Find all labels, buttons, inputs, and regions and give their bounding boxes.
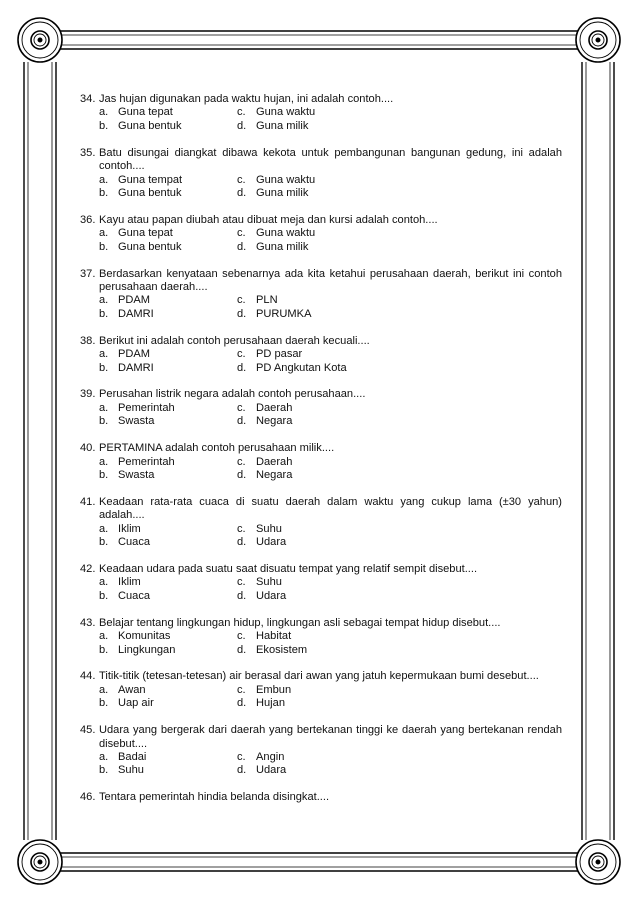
answer-option xyxy=(99,227,237,240)
option-text: Angin xyxy=(256,750,285,763)
question-stem xyxy=(80,496,562,523)
question-text: Jas hujan digunakan pada waktu hujan, ini adalah contoh.... xyxy=(99,93,394,105)
option-letter: c. xyxy=(237,522,246,535)
option-text: Udara xyxy=(256,589,287,602)
option-letter: c. xyxy=(237,750,246,763)
question-text: Berdasarkan kenyataan sebenarnya ada kita ketahui perusahaan daerah, berikut ini contoh perusahaan daerah.... xyxy=(99,267,562,293)
answer-option xyxy=(237,308,311,321)
corner-ornament-bottom-left xyxy=(18,840,62,884)
option-text: Negara xyxy=(256,468,293,481)
option-letter: d. xyxy=(237,361,247,374)
option-row xyxy=(80,415,562,428)
answer-option xyxy=(237,630,291,643)
answer-option xyxy=(99,590,237,603)
option-text: Iklim xyxy=(118,522,141,535)
option-letter: a. xyxy=(99,522,109,535)
option-text: Badai xyxy=(118,750,147,763)
answer-option xyxy=(237,456,292,469)
option-text: Pemerintah xyxy=(118,401,175,414)
option-text: Hujan xyxy=(256,697,285,710)
option-letter: a. xyxy=(99,106,109,119)
option-text: Uap air xyxy=(118,697,154,710)
option-text: Guna milik xyxy=(256,186,309,199)
answer-option xyxy=(99,456,237,469)
option-text: PDAM xyxy=(118,348,151,361)
option-letter: c. xyxy=(237,630,246,643)
answer-option xyxy=(237,227,315,240)
answer-option xyxy=(237,415,292,428)
option-letter: b. xyxy=(99,361,109,374)
option-row xyxy=(80,241,562,254)
answer-option xyxy=(99,576,237,589)
option-text: Komunitas xyxy=(118,630,171,643)
option-letter: b. xyxy=(99,643,109,656)
question-item xyxy=(80,214,562,254)
option-letter: b. xyxy=(99,589,109,602)
question-number: 43. xyxy=(80,616,96,629)
answer-option xyxy=(99,684,237,697)
option-letter: d. xyxy=(237,643,247,656)
question-stem xyxy=(80,93,562,106)
question-text: Batu disungai diangkat dibawa kekota untuk pembangunan bangunan gedung, ini adalah contoh.... xyxy=(99,146,562,173)
answer-option xyxy=(99,402,237,415)
question-list xyxy=(80,93,562,818)
option-letter: c. xyxy=(237,576,246,589)
question-number: 35. xyxy=(80,146,96,159)
question-item xyxy=(80,617,562,657)
option-letter: c. xyxy=(237,455,246,468)
option-text: PLN xyxy=(256,294,278,307)
answer-option xyxy=(99,630,237,643)
question-item xyxy=(80,335,562,375)
option-row xyxy=(80,187,562,200)
option-letter: b. xyxy=(99,307,109,320)
option-text: Iklim xyxy=(118,576,141,589)
answer-option xyxy=(237,348,302,361)
question-number: 41. xyxy=(80,495,96,508)
option-letter: b. xyxy=(99,119,109,132)
question-item xyxy=(80,93,562,133)
question-text: Kayu atau papan diubah atau dibuat meja dan kursi adalah contoh.... xyxy=(99,213,438,226)
option-letter: d. xyxy=(237,536,247,549)
question-text: Perusahan listrik negara adalah contoh perusahaan.... xyxy=(99,388,366,401)
question-number: 37. xyxy=(80,267,96,280)
option-letter: d. xyxy=(237,240,247,253)
option-text: Udara xyxy=(256,764,287,777)
option-row xyxy=(80,362,562,375)
option-row xyxy=(80,294,562,307)
question-text: Berikut ini adalah contoh perusahaan daerah kecuali.... xyxy=(99,334,370,347)
question-item xyxy=(80,268,562,322)
corner-ornament-top-left xyxy=(18,18,62,62)
question-text: Keadaan udara pada suatu saat disuatu tempat yang relatif sempit disebut.... xyxy=(99,562,478,575)
answer-option xyxy=(99,697,237,710)
answer-option xyxy=(99,294,237,307)
answer-option xyxy=(237,106,315,119)
option-row xyxy=(80,751,562,764)
question-number: 45. xyxy=(80,724,96,737)
option-row xyxy=(80,630,562,643)
option-text: Cuaca xyxy=(118,589,151,602)
option-row xyxy=(80,456,562,469)
option-text: Udara xyxy=(256,536,287,549)
question-stem xyxy=(80,388,562,401)
answer-option xyxy=(99,415,237,428)
option-letter: b. xyxy=(99,468,109,481)
option-letter: a. xyxy=(99,348,109,361)
option-letter: c. xyxy=(237,227,246,240)
option-text: DAMRI xyxy=(118,307,154,320)
option-row xyxy=(80,469,562,482)
option-letter: b. xyxy=(99,240,109,253)
option-row xyxy=(80,227,562,240)
question-number: 42. xyxy=(80,562,96,575)
answer-option xyxy=(99,523,237,536)
question-item xyxy=(80,670,562,710)
answer-option xyxy=(237,469,292,482)
option-letter: a. xyxy=(99,576,109,589)
answer-option xyxy=(99,751,237,764)
option-letter: d. xyxy=(237,415,247,428)
option-text: Guna bentuk xyxy=(118,186,182,199)
answer-option xyxy=(237,523,282,536)
question-number: 36. xyxy=(80,213,96,226)
answer-option xyxy=(99,348,237,361)
question-number: 34. xyxy=(80,93,96,105)
option-text: PD Angkutan Kota xyxy=(256,361,347,374)
option-text: Guna waktu xyxy=(256,173,316,186)
option-letter: d. xyxy=(237,697,247,710)
option-row xyxy=(80,106,562,119)
option-letter: d. xyxy=(237,468,247,481)
option-text: Lingkungan xyxy=(118,643,176,656)
question-number: 40. xyxy=(80,442,96,455)
option-letter: a. xyxy=(99,227,109,240)
answer-option xyxy=(237,536,286,549)
option-text: PD pasar xyxy=(256,348,303,361)
question-text: Belajar tentang lingkungan hidup, lingkungan asli sebagai tempat hidup disebut.... xyxy=(99,616,501,629)
option-row xyxy=(80,764,562,777)
answer-option xyxy=(237,187,308,200)
option-letter: b. xyxy=(99,697,109,710)
answer-option xyxy=(99,106,237,119)
question-text: Titik-titik (tetesan-tetesan) air berasal dari awan yang jatuh kepermukaan bumi desebut.... xyxy=(99,670,539,683)
option-letter: c. xyxy=(237,401,246,414)
question-stem xyxy=(80,147,562,174)
option-text: DAMRI xyxy=(118,361,154,374)
answer-option xyxy=(99,187,237,200)
option-row xyxy=(80,684,562,697)
option-text: Pemerintah xyxy=(118,455,175,468)
option-letter: a. xyxy=(99,401,109,414)
answer-option xyxy=(99,362,237,375)
corner-ornament-top-right xyxy=(576,18,620,62)
corner-ornament-bottom-right xyxy=(576,840,620,884)
option-row xyxy=(80,697,562,710)
answer-option xyxy=(99,469,237,482)
option-letter: d. xyxy=(237,119,247,132)
option-letter: c. xyxy=(237,294,246,307)
option-text: Embun xyxy=(256,683,292,696)
option-row xyxy=(80,174,562,187)
answer-option xyxy=(237,697,285,710)
option-text: Negara xyxy=(256,415,293,428)
option-letter: c. xyxy=(237,173,246,186)
option-text: Daerah xyxy=(256,401,293,414)
answer-option xyxy=(237,764,286,777)
option-row xyxy=(80,402,562,415)
option-row xyxy=(80,536,562,549)
question-stem xyxy=(80,670,562,683)
answer-option xyxy=(99,308,237,321)
option-letter: a. xyxy=(99,294,109,307)
answer-option xyxy=(237,751,284,764)
option-letter: b. xyxy=(99,764,109,777)
question-text: Tentara pemerintah hindia belanda disingkat.... xyxy=(99,791,330,804)
option-text: Guna waktu xyxy=(256,106,316,119)
option-text: Suhu xyxy=(118,764,144,777)
option-letter: d. xyxy=(237,764,247,777)
answer-option xyxy=(237,241,308,254)
question-number: 46. xyxy=(80,791,96,804)
option-letter: c. xyxy=(237,683,246,696)
question-item xyxy=(80,388,562,428)
question-text: Udara yang bergerak dari daerah yang bertekanan tinggi ke daerah yang bertekanan rendah disebut.... xyxy=(99,724,562,750)
option-text: Guna bentuk xyxy=(118,119,182,132)
answer-option xyxy=(99,644,237,657)
answer-option xyxy=(237,402,292,415)
option-text: Ekosistem xyxy=(256,643,308,656)
option-row xyxy=(80,120,562,133)
option-letter: a. xyxy=(99,173,109,186)
option-text: Daerah xyxy=(256,455,293,468)
option-letter: d. xyxy=(237,307,247,320)
option-text: Guna milik xyxy=(256,119,309,132)
option-row xyxy=(80,523,562,536)
answer-option xyxy=(237,362,347,375)
option-row xyxy=(80,590,562,603)
question-item xyxy=(80,442,562,482)
option-letter: a. xyxy=(99,683,109,696)
question-stem xyxy=(80,214,562,227)
option-text: Guna bentuk xyxy=(118,240,182,253)
option-letter: a. xyxy=(99,750,109,763)
answer-option xyxy=(99,536,237,549)
question-number: 38. xyxy=(80,334,96,347)
question-stem xyxy=(80,442,562,455)
option-letter: a. xyxy=(99,630,109,643)
answer-option xyxy=(237,120,308,133)
option-row xyxy=(80,576,562,589)
option-text: Guna tepat xyxy=(118,227,173,240)
option-text: PDAM xyxy=(118,294,151,307)
question-stem xyxy=(80,335,562,348)
answer-option xyxy=(99,764,237,777)
option-row xyxy=(80,348,562,361)
option-letter: c. xyxy=(237,106,246,119)
question-item xyxy=(80,147,562,201)
question-item xyxy=(80,563,562,603)
option-text: Suhu xyxy=(256,576,282,589)
option-row xyxy=(80,644,562,657)
option-text: Cuaca xyxy=(118,536,151,549)
answer-option xyxy=(99,120,237,133)
option-text: Awan xyxy=(118,683,146,696)
question-item xyxy=(80,791,562,804)
option-text: PURUMKA xyxy=(256,307,312,320)
option-text: Guna waktu xyxy=(256,227,316,240)
question-stem xyxy=(80,791,562,804)
question-stem xyxy=(80,617,562,630)
option-text: Guna tepat xyxy=(118,106,173,119)
question-number: 44. xyxy=(80,670,96,683)
answer-option xyxy=(237,590,286,603)
option-letter: d. xyxy=(237,186,247,199)
question-stem xyxy=(80,724,562,751)
answer-option xyxy=(99,241,237,254)
option-letter: c. xyxy=(237,348,246,361)
question-text: Keadaan rata-rata cuaca di suatu daerah dalam waktu yang cukup lama (±30 yahun) adalah.... xyxy=(99,495,562,522)
question-item xyxy=(80,724,562,778)
answer-option xyxy=(99,174,237,187)
option-row xyxy=(80,308,562,321)
option-text: Guna tempat xyxy=(118,173,183,186)
option-text: Habitat xyxy=(256,630,292,643)
question-number: 39. xyxy=(80,388,96,401)
option-letter: b. xyxy=(99,415,109,428)
option-text: Swasta xyxy=(118,468,155,481)
option-text: Guna milik xyxy=(256,240,309,253)
answer-option xyxy=(237,644,307,657)
question-text: PERTAMINA adalah contoh perusahaan milik.... xyxy=(99,442,335,455)
option-letter: b. xyxy=(99,186,109,199)
answer-option xyxy=(237,576,282,589)
answer-option xyxy=(237,684,291,697)
option-letter: d. xyxy=(237,589,247,602)
question-item xyxy=(80,496,562,550)
answer-option xyxy=(237,294,278,307)
option-letter: b. xyxy=(99,536,109,549)
question-stem xyxy=(80,563,562,576)
option-text: Swasta xyxy=(118,415,155,428)
option-letter: a. xyxy=(99,455,109,468)
question-stem xyxy=(80,268,562,295)
answer-option xyxy=(237,174,315,187)
option-text: Suhu xyxy=(256,522,282,535)
